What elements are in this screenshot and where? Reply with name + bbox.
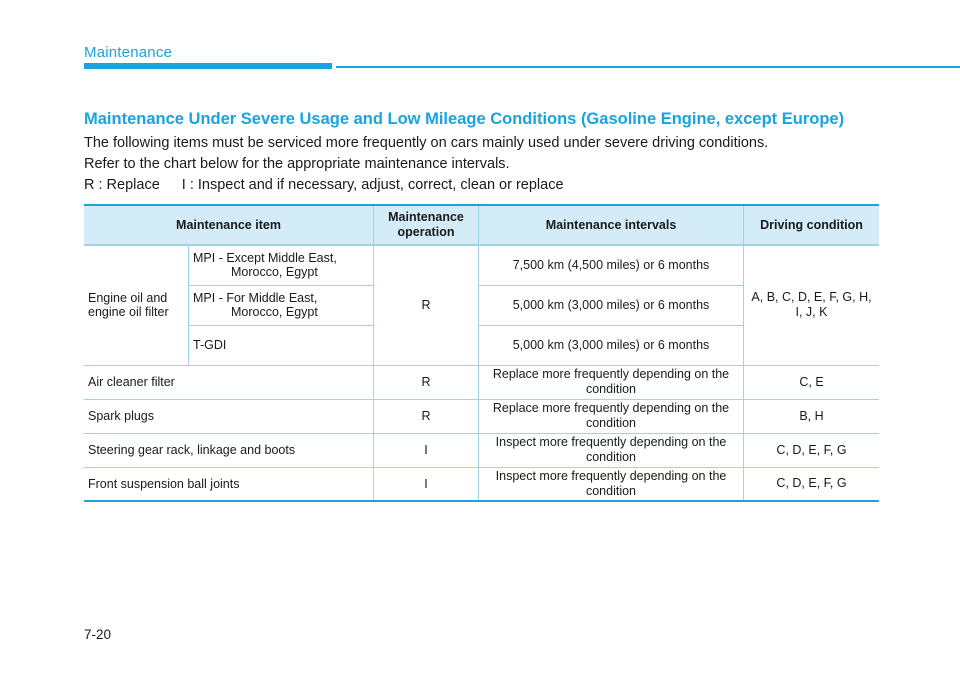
row-item: Steering gear rack, linkage and boots [84,433,374,467]
row-driving-condition: B, H [744,399,880,433]
row-operation: R [374,399,479,433]
engine-variant-interval: 7,500 km (4,500 miles) or 6 months [479,245,744,285]
variant-line1: MPI - For Middle East, [193,291,318,305]
row-interval: Replace more frequently depending on the condition [479,365,744,399]
engine-oil-item-line2: engine oil filter [88,305,169,320]
row-interval: Inspect more frequently depending on the condition [479,467,744,501]
engine-variant [189,285,374,325]
section-header-label: Maintenance [84,44,173,61]
row-item: Front suspension ball joints [84,467,374,501]
engine-variant-interval: 5,000 km (3,000 miles) or 6 months [479,325,744,365]
legend-inspect: I : Inspect and if necessary, adjust, correct, clean or replace [181,177,564,193]
row-driving-condition: C, D, E, F, G [744,433,880,467]
engine-variant [189,245,374,285]
row-driving-condition: C, D, E, F, G [744,467,880,501]
table-header-row [84,205,879,245]
variant-line2: Morocco, Egypt [231,305,318,319]
header-maintenance-item: Maintenance item [84,205,374,245]
variant-line2: Morocco, Egypt [231,265,318,280]
engine-oil-operation: R [374,245,479,365]
header-driving-condition: Driving condition [744,205,880,245]
row-operation: I [374,433,479,467]
engine-oil-driving-condition: A, B, C, D, E, F, G, H, I, J, K [744,245,880,365]
header-maintenance-intervals: Maintenance intervals [479,205,744,245]
section-title: Maintenance Under Severe Usage and Low Mileage Conditions (Gasoline Engine, except Europe) [84,110,845,128]
row-operation: I [374,467,479,501]
intro-paragraph-2: Refer to the chart below for the appropriate maintenance intervals. [84,156,510,172]
legend-line [84,177,564,193]
table-row [84,433,879,467]
maintenance-table [84,204,879,502]
table-row [84,365,879,399]
engine-oil-item-line1: Engine oil and [88,291,168,306]
header-maintenance-operation: Maintenance operation [374,205,479,245]
row-interval: Inspect more frequently depending on the condition [479,433,744,467]
row-item: Air cleaner filter [84,365,374,399]
row-item: Spark plugs [84,399,374,433]
engine-variant-interval: 5,000 km (3,000 miles) or 6 months [479,285,744,325]
row-interval: Replace more frequently depending on the condition [479,399,744,433]
table-row [84,467,879,501]
legend-replace: R : Replace [84,177,160,193]
variant-line1: T-GDI [193,338,227,352]
variant-line1: MPI - Except Middle East, [193,251,337,266]
intro-paragraph-1: The following items must be serviced more frequently on cars mainly used under severe driving conditions. [84,135,769,151]
table-row [84,399,879,433]
row-driving-condition: C, E [744,365,880,399]
row-operation: R [374,365,479,399]
table-row [84,245,879,285]
engine-variant [189,325,374,365]
page-number: 7-20 [84,627,112,642]
engine-oil-item [84,245,189,365]
header-rule-thin [336,66,960,68]
header-rule-thick [84,63,332,69]
